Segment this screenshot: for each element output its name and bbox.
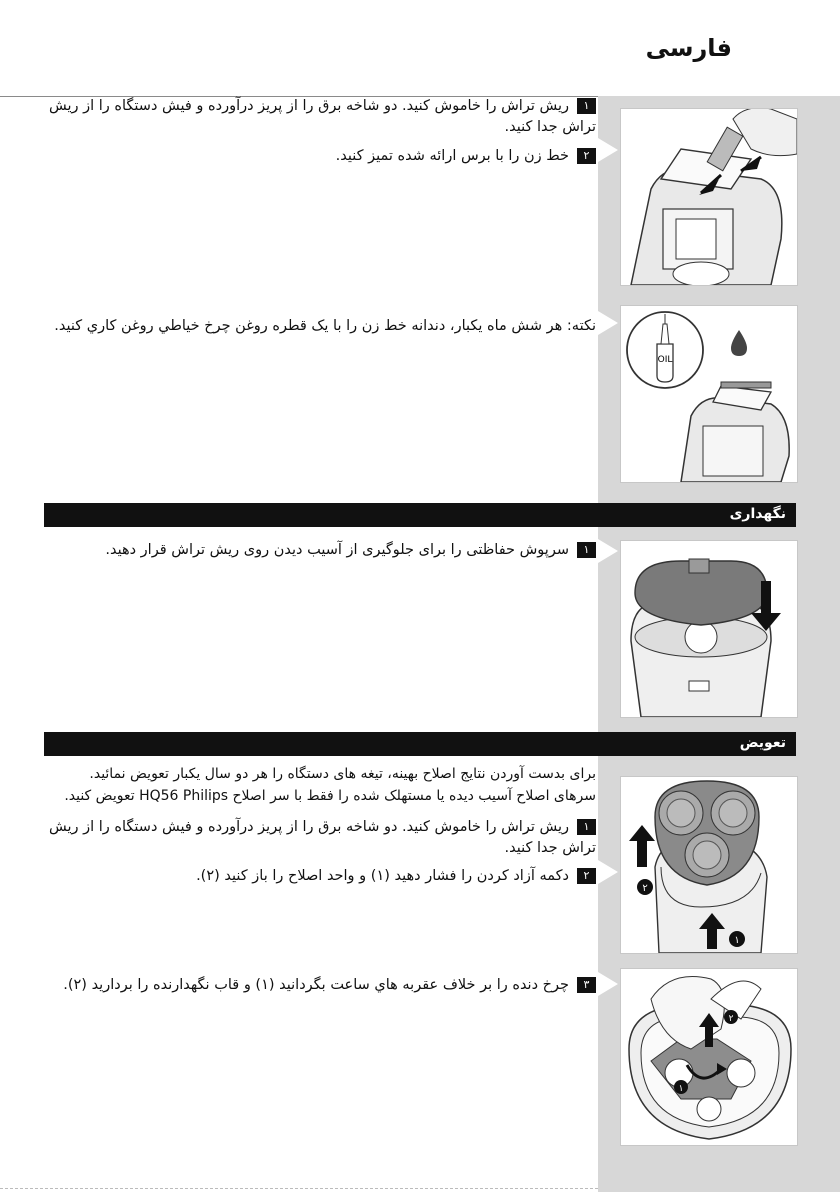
step-text: چرخ دنده را بر خلاف عقربه هاي ساعت بگردانيد (۱) و قاب نگهدارنده را برداريد (۲).	[63, 977, 569, 993]
badge-two: ۲	[642, 883, 648, 894]
language-title: فارسی	[645, 34, 732, 62]
replacement-intro-line-1: برای بدست آوردن نتایج اصلاح بهینه، تیغه های دستگاه را هر دو سال یکبار تعویض نمائید.	[89, 766, 596, 782]
step-text: ریش تراش را خاموش کنید. دو شاخه برق را از پریز درآورده و فیش دستگاه را از ریش تراش جدا کنید.	[48, 98, 596, 135]
illustration-open-shaving-unit	[620, 776, 798, 954]
step-text: دکمه آزاد کردن را فشار دهید (۱) و واحد اصلاح را باز کنید (۲).	[196, 868, 569, 884]
replacement-intro-line-2: سرهای اصلاح آسیب دیده یا مستهلک شده را فقط با سر اصلاح HQ56 Philips تعویض کنید.	[64, 788, 596, 804]
shaving-unit-illustration	[621, 777, 797, 953]
pointer-arrow	[598, 972, 618, 996]
bottom-cut-line	[0, 1188, 598, 1189]
step-number: ۲	[577, 148, 596, 164]
pointer-arrow	[598, 138, 618, 162]
shaver-brush-illustration	[621, 109, 797, 285]
cleaning-step-1	[44, 96, 596, 138]
step-number: ۲	[577, 868, 596, 884]
replacement-step-3	[44, 975, 596, 996]
cap-illustration	[621, 541, 797, 717]
illustration-trimmer-cleaning	[620, 108, 798, 286]
step-number: ۱	[577, 542, 596, 558]
section-header-storage: نگهداری	[44, 503, 796, 527]
pointer-arrow	[598, 311, 618, 335]
cleaning-note: نکته: هر شش ماه یکبار، دندانه خط زن را با یک قطره روغن چرخ خیاطي روغن كاري كنيد.	[54, 318, 596, 334]
oil-label: OIL	[657, 355, 673, 365]
cleaning-step-2	[44, 146, 596, 167]
section-header-replacement: تعویض	[44, 732, 796, 756]
illustration-protection-cap	[620, 540, 798, 718]
badge-two: ۲	[728, 1014, 734, 1024]
badge-one: ۱	[678, 1084, 684, 1094]
step-text: ریش تراش را خاموش کنید. دو شاخه برق را از پریز درآورده و فیش دستگاه را از ریش تراش جدا کنید.	[48, 819, 596, 856]
step-text: خط زن را با برس ارائه شده تمیز کنید.	[335, 148, 569, 164]
badge-one: ۱	[734, 935, 740, 946]
pointer-arrow	[598, 539, 618, 563]
replacement-step-1	[44, 817, 596, 859]
replacement-step-2	[44, 866, 596, 887]
step-number: ۱	[577, 98, 596, 114]
pointer-arrow	[598, 860, 618, 884]
step-number: ۱	[577, 819, 596, 835]
illustration-retaining-frame	[620, 968, 798, 1146]
step-number: ۳	[577, 977, 596, 993]
illustration-trimmer-oil	[620, 305, 798, 483]
retaining-frame-illustration	[621, 969, 797, 1145]
storage-step-1	[44, 540, 596, 561]
oil-illustration	[621, 306, 797, 482]
step-text: سرپوش حفاظتی را برای جلوگیری از آسیب دیدن روی ریش تراش قرار دهید.	[105, 542, 569, 558]
